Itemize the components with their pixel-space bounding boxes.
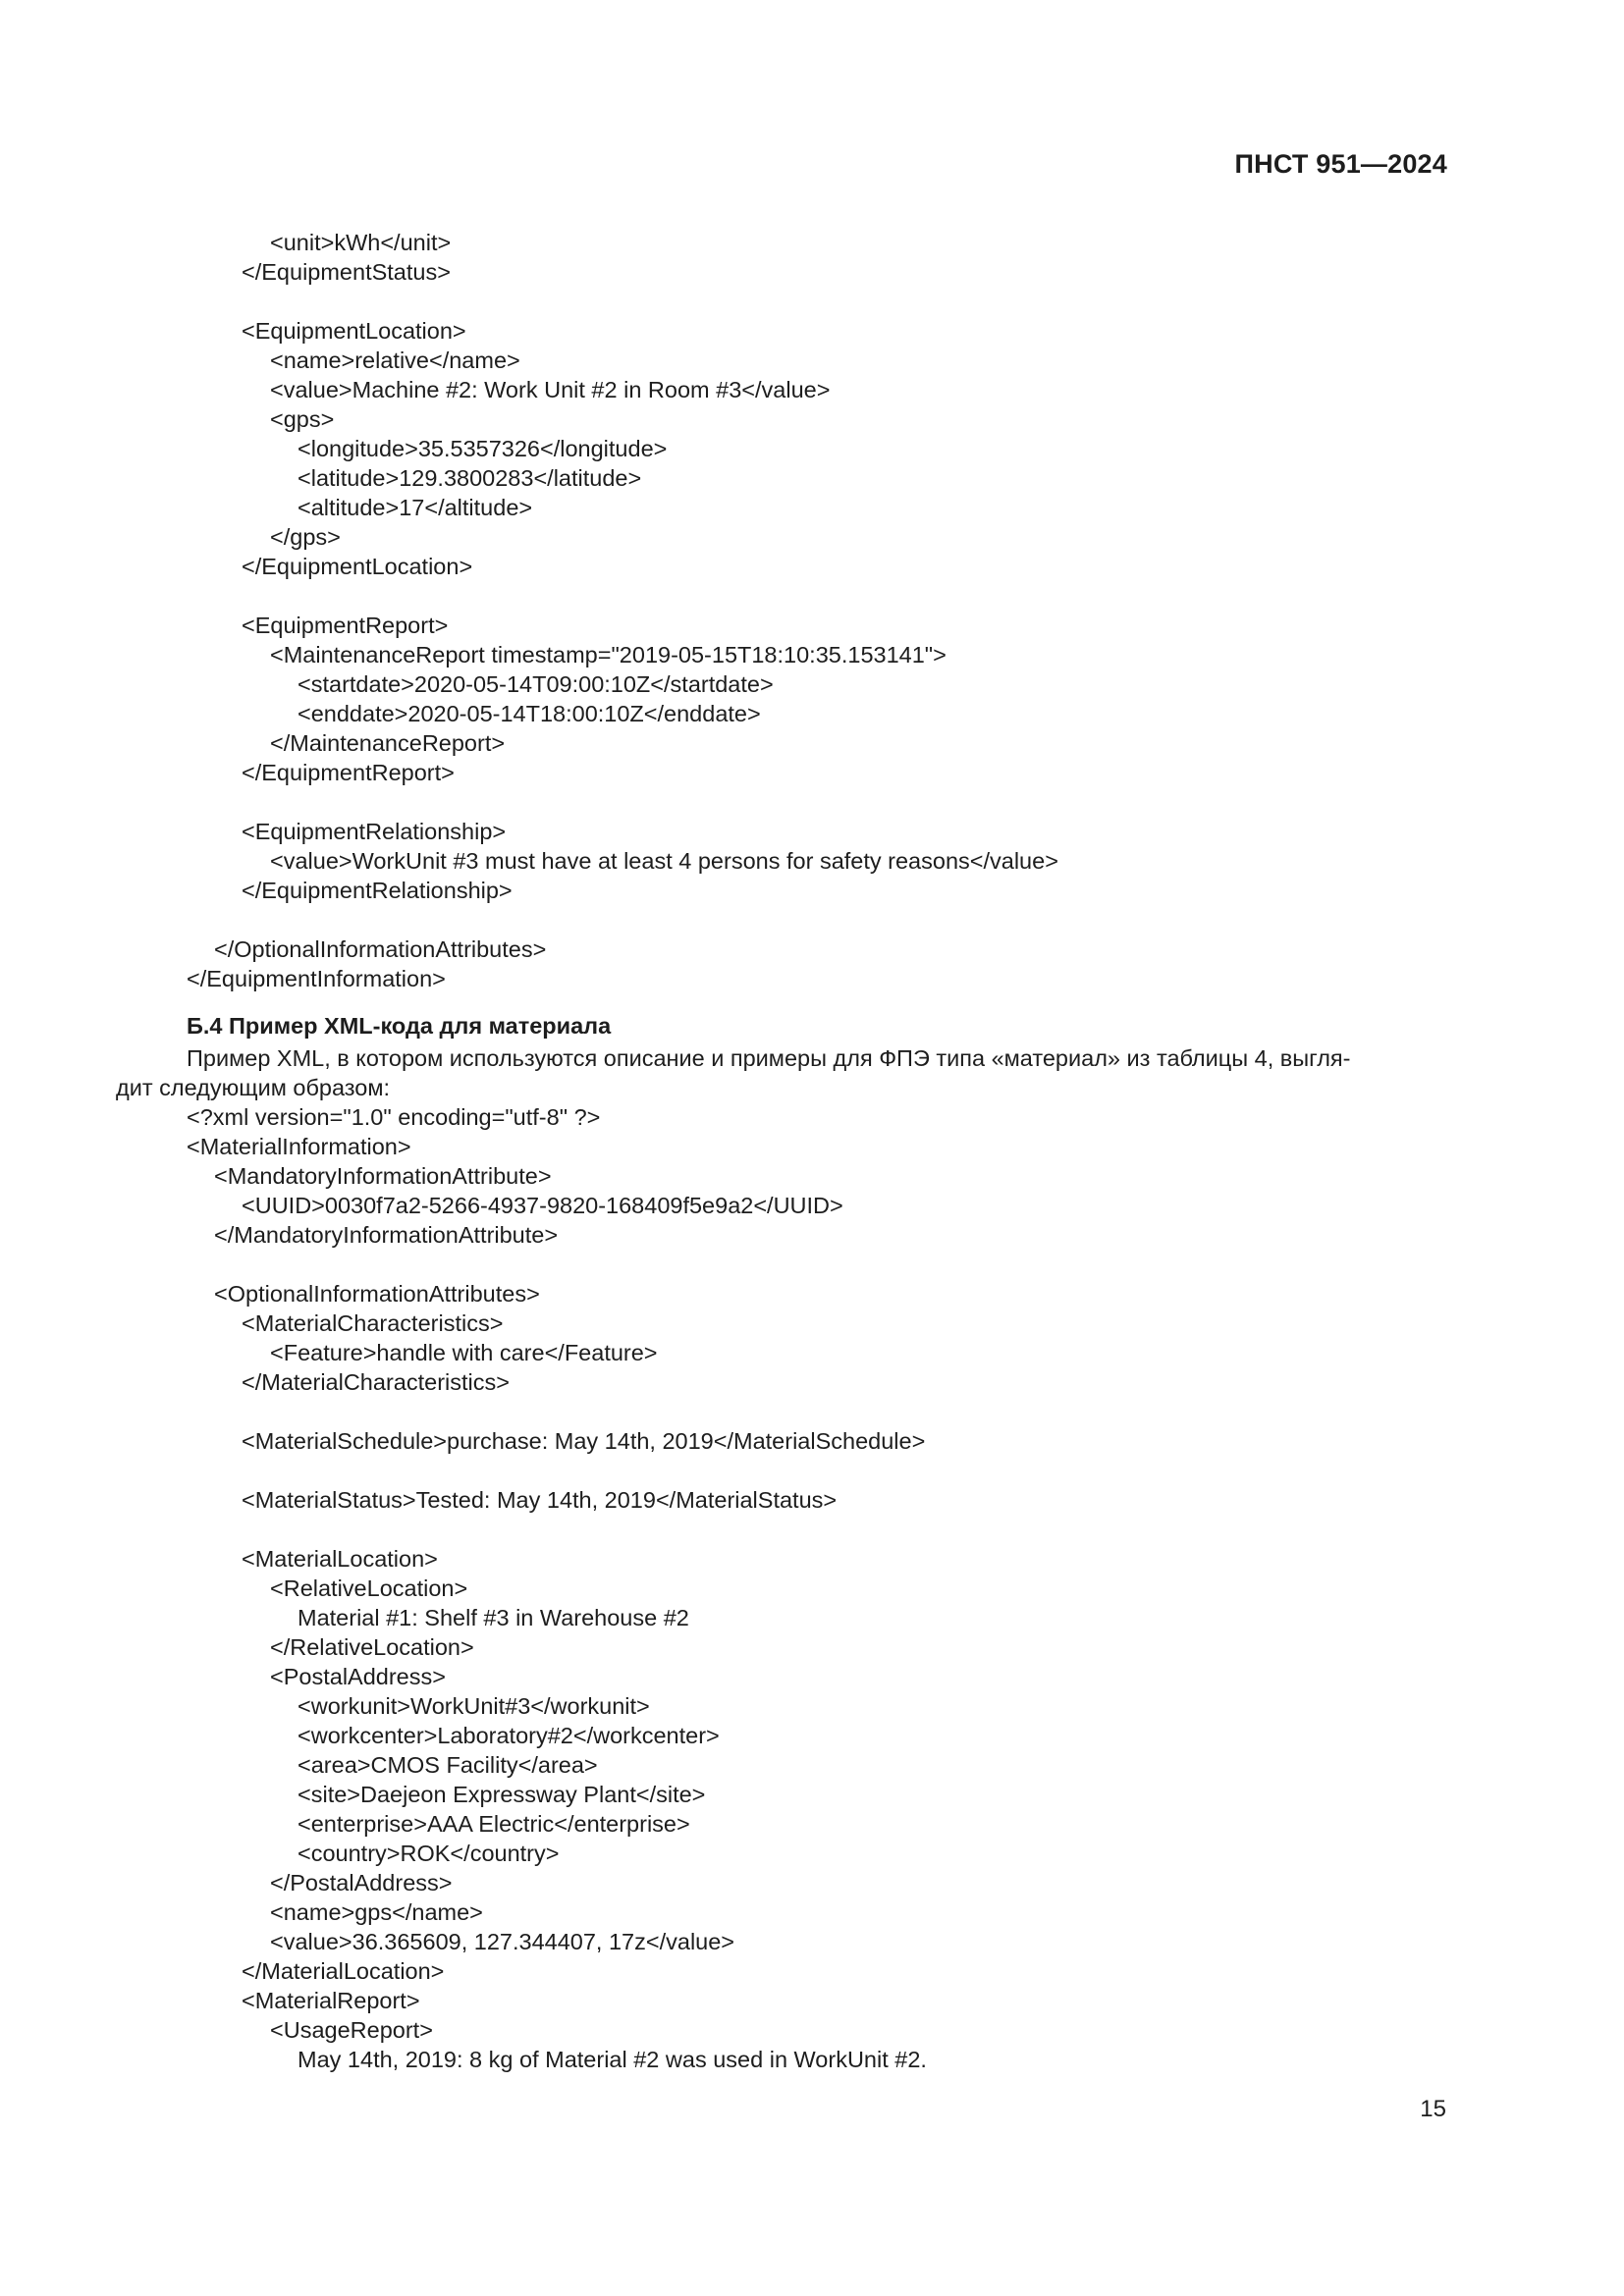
- code-line: <UsageReport>: [270, 2017, 433, 2043]
- code-line: </MandatoryInformationAttribute>: [214, 1222, 559, 1248]
- intro-line: Пример XML, в котором используются описание и примеры для ФПЭ типа «материал» из таблицы 4, выгля-: [187, 1045, 1351, 1071]
- code-line: </EquipmentLocation>: [242, 554, 473, 579]
- code-line: <UUID>0030f7a2-5266-4937-9820-168409f5e9a2</UUID>: [242, 1193, 843, 1218]
- section-heading: Б.4 Пример XML-кода для материала: [187, 1013, 612, 1039]
- code-line: <OptionalInformationAttributes>: [214, 1281, 540, 1307]
- code-line: <MaterialStatus>Tested: May 14th, 2019</MaterialStatus>: [242, 1487, 838, 1513]
- code-line: <altitude>17</altitude>: [298, 495, 533, 520]
- code-line: <RelativeLocation>: [270, 1575, 468, 1601]
- intro-line: дит следующим образом:: [116, 1075, 391, 1100]
- code-line: <enterprise>AAA Electric</enterprise>: [298, 1811, 690, 1837]
- code-line: <PostalAddress>: [270, 1664, 446, 1689]
- code-line: <site>Daejeon Expressway Plant</site>: [298, 1782, 706, 1807]
- code-line: <MaterialCharacteristics>: [242, 1310, 504, 1336]
- code-line: </EquipmentReport>: [242, 760, 455, 785]
- code-line: Material #1: Shelf #3 in Warehouse #2: [298, 1605, 689, 1630]
- code-line: <workcenter>Laboratory#2</workcenter>: [298, 1723, 720, 1748]
- code-line: <latitude>129.3800283</latitude>: [298, 465, 642, 491]
- code-line: </EquipmentInformation>: [187, 966, 446, 991]
- code-line: </OptionalInformationAttributes>: [214, 936, 547, 962]
- code-line: </EquipmentRelationship>: [242, 878, 513, 903]
- code-line: May 14th, 2019: 8 kg of Material #2 was used in WorkUnit #2.: [298, 2047, 927, 2072]
- code-line: <MaterialSchedule>purchase: May 14th, 2019</MaterialSchedule>: [242, 1428, 926, 1454]
- code-line: <country>ROK</country>: [298, 1841, 560, 1866]
- code-line: <name>relative</name>: [270, 347, 520, 373]
- code-line: <value>36.365609, 127.344407, 17z</value>: [270, 1929, 735, 1954]
- code-line: <enddate>2020-05-14T18:00:10Z</enddate>: [298, 701, 761, 726]
- code-line: <MaterialInformation>: [187, 1134, 411, 1159]
- code-line: <EquipmentRelationship>: [242, 819, 507, 844]
- code-line: <name>gps</name>: [270, 1899, 483, 1925]
- code-line: </MaintenanceReport>: [270, 730, 506, 756]
- code-line: <MaterialReport>: [242, 1988, 420, 2013]
- code-line: <startdate>2020-05-14T09:00:10Z</startdate>: [298, 671, 774, 697]
- code-line: <value>WorkUnit #3 must have at least 4 persons for safety reasons</value>: [270, 848, 1058, 874]
- code-line: <gps>: [270, 406, 335, 432]
- code-line: <area>CMOS Facility</area>: [298, 1752, 598, 1778]
- code-line: <MandatoryInformationAttribute>: [214, 1163, 552, 1189]
- code-line: </PostalAddress>: [270, 1870, 453, 1896]
- code-line: <EquipmentLocation>: [242, 318, 466, 344]
- intro-paragraph: [116, 1043, 1443, 1102]
- code-line: </MaterialCharacteristics>: [242, 1369, 510, 1395]
- code-line: </RelativeLocation>: [270, 1634, 474, 1660]
- code-line: <?xml version="1.0" encoding="utf-8" ?>: [187, 1104, 601, 1130]
- code-line: <EquipmentReport>: [242, 613, 449, 638]
- code-line: <MaintenanceReport timestamp="2019-05-15T18:10:35.153141">: [270, 642, 947, 667]
- code-line: </MaterialLocation>: [242, 1958, 445, 1984]
- code-line: </gps>: [270, 524, 341, 550]
- code-line: <unit>kWh</unit>: [270, 230, 452, 255]
- code-line: <Feature>handle with care</Feature>: [270, 1340, 658, 1365]
- document-code: ПНСТ 951—2024: [1234, 149, 1447, 179]
- page-number: 15: [1420, 2096, 1446, 2122]
- code-line: </EquipmentStatus>: [242, 259, 451, 285]
- code-line: <workunit>WorkUnit#3</workunit>: [298, 1693, 650, 1719]
- code-line: <value>Machine #2: Work Unit #2 in Room #3</value>: [270, 377, 831, 402]
- code-line: <MaterialLocation>: [242, 1546, 438, 1572]
- code-line: <longitude>35.5357326</longitude>: [298, 436, 668, 461]
